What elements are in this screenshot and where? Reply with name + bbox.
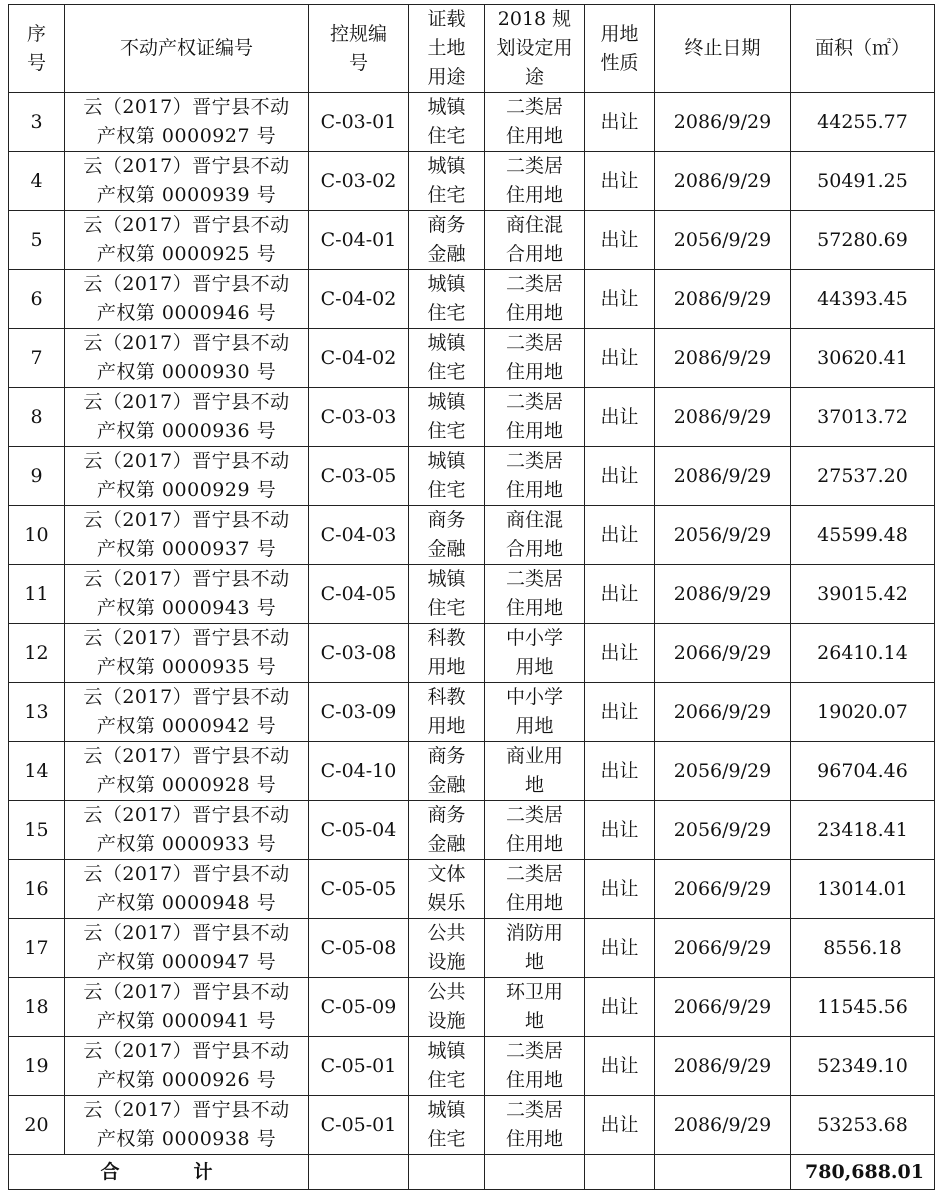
cert-use-line-1: 科教: [427, 627, 466, 649]
row-cert-use: [409, 624, 485, 683]
row-area: 30620.41: [791, 329, 935, 388]
plan-use-line-2: 住用地: [505, 302, 563, 324]
table-row: [9, 860, 935, 919]
row-cert-use: [409, 801, 485, 860]
cert-line-1: 云（2017）晋宁县不动: [83, 627, 290, 649]
row-plan-code: C-05-01: [309, 1037, 409, 1096]
row-end-date: 2066/9/29: [655, 919, 791, 978]
cert-use-line-2: 住宅: [427, 184, 466, 206]
row-cert-use: [409, 565, 485, 624]
row-plan-use: [485, 388, 585, 447]
row-plan-use: [485, 1037, 585, 1096]
header-plan: 控规编号: [309, 5, 409, 93]
row-cert-number: [65, 801, 309, 860]
cert-use-line-1: 城镇: [427, 155, 466, 177]
row-plan-code: C-03-02: [309, 152, 409, 211]
cert-use-line-1: 城镇: [427, 332, 466, 354]
row-plan-use: [485, 1096, 585, 1155]
row-end-date: 2056/9/29: [655, 801, 791, 860]
row-end-date: 2086/9/29: [655, 270, 791, 329]
header-nature: 用地性质: [585, 5, 655, 93]
header-end-date: 终止日期: [655, 5, 791, 93]
cert-line-1: 云（2017）晋宁县不动: [83, 155, 290, 177]
total-row: [9, 1155, 935, 1190]
header-no: 序号: [9, 5, 65, 93]
row-cert-number: [65, 860, 309, 919]
cert-line-2: 产权第 0000947 号: [96, 951, 277, 973]
table-row: [9, 506, 935, 565]
row-end-date: 2066/9/29: [655, 683, 791, 742]
land-parcel-table: [8, 4, 935, 1190]
row-plan-use: [485, 93, 585, 152]
plan-use-line-2: 用地: [515, 715, 554, 737]
row-area: 50491.25: [791, 152, 935, 211]
row-cert-use: [409, 1096, 485, 1155]
row-no: 11: [9, 565, 65, 624]
cert-use-line-1: 商务: [427, 745, 466, 767]
row-cert-use: [409, 211, 485, 270]
plan-use-line-2: 合用地: [505, 243, 563, 265]
cert-use-line-2: 设施: [427, 1010, 466, 1032]
row-cert-number: [65, 270, 309, 329]
row-area: 53253.68: [791, 1096, 935, 1155]
plan-use-line-2: 住用地: [505, 420, 563, 442]
row-no: 7: [9, 329, 65, 388]
row-end-date: 2066/9/29: [655, 624, 791, 683]
cert-use-line-2: 金融: [427, 538, 466, 560]
plan-use-line-1: 商业用: [505, 745, 563, 767]
cert-use-line-1: 公共: [427, 981, 466, 1003]
cert-use-line-2: 金融: [427, 774, 466, 796]
row-no: 6: [9, 270, 65, 329]
row-end-date: 2086/9/29: [655, 1096, 791, 1155]
plan-use-line-1: 二类居: [505, 391, 563, 413]
row-no: 10: [9, 506, 65, 565]
row-cert-use: [409, 447, 485, 506]
cert-line-2: 产权第 0000928 号: [96, 774, 277, 796]
plan-use-line-1: 二类居: [505, 863, 563, 885]
plan-use-line-1: 中小学: [505, 627, 563, 649]
plan-use-line-2: 住用地: [505, 597, 563, 619]
table-row: [9, 1096, 935, 1155]
row-plan-code: C-03-09: [309, 683, 409, 742]
row-no: 18: [9, 978, 65, 1037]
cert-line-2: 产权第 0000925 号: [96, 243, 277, 265]
cert-line-1: 云（2017）晋宁县不动: [83, 804, 290, 826]
row-plan-use: [485, 211, 585, 270]
cert-line-2: 产权第 0000933 号: [96, 833, 277, 855]
row-cert-number: [65, 447, 309, 506]
row-plan-code: C-04-02: [309, 270, 409, 329]
cert-use-line-2: 金融: [427, 833, 466, 855]
cert-line-1: 云（2017）晋宁县不动: [83, 863, 290, 885]
row-cert-number: [65, 93, 309, 152]
plan-use-line-1: 商住混: [505, 509, 563, 531]
cert-line-1: 云（2017）晋宁县不动: [83, 1040, 290, 1062]
total-empty-cell: [585, 1155, 655, 1190]
cert-use-line-2: 住宅: [427, 361, 466, 383]
table-row: [9, 329, 935, 388]
row-area: 44255.77: [791, 93, 935, 152]
row-cert-number: [65, 152, 309, 211]
row-end-date: 2056/9/29: [655, 211, 791, 270]
cert-line-2: 产权第 0000948 号: [96, 892, 277, 914]
row-plan-use: [485, 447, 585, 506]
row-area: 13014.01: [791, 860, 935, 919]
cert-line-1: 云（2017）晋宁县不动: [83, 686, 290, 708]
row-land-nature: 出让: [585, 1037, 655, 1096]
row-cert-number: [65, 211, 309, 270]
cert-use-line-1: 商务: [427, 804, 466, 826]
plan-use-line-1: 商住混: [505, 214, 563, 236]
plan-use-line-2: 住用地: [505, 833, 563, 855]
plan-use-line-2: 住用地: [505, 1069, 563, 1091]
cert-use-line-1: 商务: [427, 214, 466, 236]
cert-use-line-1: 文体: [427, 863, 466, 885]
plan-use-line-2: 合用地: [505, 538, 563, 560]
cert-line-2: 产权第 0000926 号: [96, 1069, 277, 1091]
cert-line-2: 产权第 0000929 号: [96, 479, 277, 501]
cert-use-line-2: 住宅: [427, 597, 466, 619]
row-plan-code: C-05-08: [309, 919, 409, 978]
row-plan-use: [485, 860, 585, 919]
row-plan-code: C-03-05: [309, 447, 409, 506]
row-plan-code: C-03-03: [309, 388, 409, 447]
row-end-date: 2066/9/29: [655, 860, 791, 919]
cert-use-line-2: 用地: [427, 656, 466, 678]
plan-use-line-1: 二类居: [505, 1040, 563, 1062]
row-area: 26410.14: [791, 624, 935, 683]
cert-use-line-1: 城镇: [427, 450, 466, 472]
total-empty-cell: [309, 1155, 409, 1190]
total-empty-cell: [409, 1155, 485, 1190]
total-empty-cell: [655, 1155, 791, 1190]
plan-use-line-1: 二类居: [505, 804, 563, 826]
table-row: [9, 447, 935, 506]
table-row: [9, 683, 935, 742]
row-plan-code: C-03-01: [309, 93, 409, 152]
row-no: 19: [9, 1037, 65, 1096]
cert-use-line-2: 娱乐: [427, 892, 466, 914]
row-end-date: 2066/9/29: [655, 978, 791, 1037]
row-cert-number: [65, 1037, 309, 1096]
table-row: [9, 919, 935, 978]
plan-use-line-2: 地: [524, 951, 544, 973]
row-plan-use: [485, 270, 585, 329]
row-end-date: 2056/9/29: [655, 506, 791, 565]
row-cert-use: [409, 919, 485, 978]
plan-use-line-1: 二类居: [505, 568, 563, 590]
total-empty-cell: [485, 1155, 585, 1190]
row-land-nature: 出让: [585, 978, 655, 1037]
plan-use-line-2: 住用地: [505, 184, 563, 206]
table-row: [9, 270, 935, 329]
row-plan-code: C-04-05: [309, 565, 409, 624]
cert-line-2: 产权第 0000930 号: [96, 361, 277, 383]
cert-use-line-1: 科教: [427, 686, 466, 708]
cert-line-1: 云（2017）晋宁县不动: [83, 450, 290, 472]
row-cert-use: [409, 388, 485, 447]
table-row: [9, 388, 935, 447]
cert-line-1: 云（2017）晋宁县不动: [83, 922, 290, 944]
row-no: 8: [9, 388, 65, 447]
row-land-nature: 出让: [585, 1096, 655, 1155]
plan-use-line-2: 住用地: [505, 361, 563, 383]
row-land-nature: 出让: [585, 683, 655, 742]
header-area: 面积（㎡）: [791, 5, 935, 93]
header-plan-use: 2018 规划设定用途: [485, 5, 585, 93]
cert-line-1: 云（2017）晋宁县不动: [83, 391, 290, 413]
cert-line-1: 云（2017）晋宁县不动: [83, 332, 290, 354]
row-area: 27537.20: [791, 447, 935, 506]
cert-line-1: 云（2017）晋宁县不动: [83, 214, 290, 236]
plan-use-line-1: 二类居: [505, 450, 563, 472]
row-plan-code: C-05-05: [309, 860, 409, 919]
row-end-date: 2086/9/29: [655, 329, 791, 388]
row-no: 17: [9, 919, 65, 978]
row-plan-use: [485, 624, 585, 683]
row-plan-use: [485, 506, 585, 565]
cert-line-2: 产权第 0000938 号: [96, 1128, 277, 1150]
cert-line-1: 云（2017）晋宁县不动: [83, 509, 290, 531]
row-cert-use: [409, 860, 485, 919]
total-area-value: 780,688.01: [791, 1155, 935, 1190]
row-land-nature: 出让: [585, 565, 655, 624]
row-plan-code: C-04-02: [309, 329, 409, 388]
cert-line-2: 产权第 0000946 号: [96, 302, 277, 324]
cert-use-line-1: 城镇: [427, 1040, 466, 1062]
row-area: 19020.07: [791, 683, 935, 742]
row-cert-number: [65, 565, 309, 624]
cert-line-1: 云（2017）晋宁县不动: [83, 1099, 290, 1121]
cert-use-line-1: 公共: [427, 922, 466, 944]
row-cert-use: [409, 93, 485, 152]
plan-use-line-1: 二类居: [505, 155, 563, 177]
row-no: 4: [9, 152, 65, 211]
cert-use-line-1: 城镇: [427, 391, 466, 413]
row-cert-use: [409, 270, 485, 329]
row-cert-number: [65, 506, 309, 565]
table-row: [9, 93, 935, 152]
cert-line-2: 产权第 0000941 号: [96, 1010, 277, 1032]
cert-line-2: 产权第 0000935 号: [96, 656, 277, 678]
plan-use-line-2: 住用地: [505, 479, 563, 501]
table-row: [9, 624, 935, 683]
plan-use-line-2: 用地: [515, 656, 554, 678]
cert-use-line-2: 住宅: [427, 302, 466, 324]
row-no: 15: [9, 801, 65, 860]
row-land-nature: 出让: [585, 919, 655, 978]
row-cert-number: [65, 624, 309, 683]
cert-line-2: 产权第 0000939 号: [96, 184, 277, 206]
row-land-nature: 出让: [585, 801, 655, 860]
cert-line-2: 产权第 0000942 号: [96, 715, 277, 737]
plan-use-line-1: 二类居: [505, 332, 563, 354]
row-plan-code: C-05-01: [309, 1096, 409, 1155]
table-row: [9, 801, 935, 860]
row-land-nature: 出让: [585, 742, 655, 801]
row-end-date: 2086/9/29: [655, 388, 791, 447]
row-plan-use: [485, 978, 585, 1037]
table-header-row: [9, 5, 935, 93]
cert-use-line-1: 城镇: [427, 273, 466, 295]
table-row: [9, 978, 935, 1037]
row-area: 39015.42: [791, 565, 935, 624]
row-cert-use: [409, 742, 485, 801]
row-plan-use: [485, 683, 585, 742]
cert-use-line-2: 住宅: [427, 420, 466, 442]
row-cert-use: [409, 329, 485, 388]
plan-use-line-1: 二类居: [505, 96, 563, 118]
plan-use-line-1: 消防用: [505, 922, 563, 944]
row-cert-number: [65, 742, 309, 801]
row-end-date: 2086/9/29: [655, 565, 791, 624]
row-cert-use: [409, 683, 485, 742]
plan-use-line-1: 中小学: [505, 686, 563, 708]
row-no: 12: [9, 624, 65, 683]
cert-use-line-2: 用地: [427, 715, 466, 737]
row-cert-use: [409, 152, 485, 211]
cert-line-1: 云（2017）晋宁县不动: [83, 96, 290, 118]
row-plan-code: C-05-04: [309, 801, 409, 860]
cert-line-2: 产权第 0000937 号: [96, 538, 277, 560]
row-area: 44393.45: [791, 270, 935, 329]
plan-use-line-1: 二类居: [505, 273, 563, 295]
row-cert-number: [65, 978, 309, 1037]
row-cert-number: [65, 919, 309, 978]
table-row: [9, 152, 935, 211]
row-cert-number: [65, 683, 309, 742]
plan-use-line-1: 环卫用: [505, 981, 563, 1003]
cert-line-1: 云（2017）晋宁县不动: [83, 273, 290, 295]
cert-use-line-1: 城镇: [427, 568, 466, 590]
cert-line-1: 云（2017）晋宁县不动: [83, 568, 290, 590]
row-plan-use: [485, 565, 585, 624]
plan-use-line-2: 住用地: [505, 125, 563, 147]
row-plan-code: C-04-10: [309, 742, 409, 801]
cert-use-line-1: 城镇: [427, 96, 466, 118]
row-land-nature: 出让: [585, 270, 655, 329]
row-no: 3: [9, 93, 65, 152]
row-land-nature: 出让: [585, 93, 655, 152]
row-no: 9: [9, 447, 65, 506]
row-plan-use: [485, 742, 585, 801]
row-plan-use: [485, 919, 585, 978]
row-plan-use: [485, 329, 585, 388]
cert-line-2: 产权第 0000943 号: [96, 597, 277, 619]
total-label: 合 计: [9, 1155, 309, 1190]
row-cert-number: [65, 329, 309, 388]
cert-line-1: 云（2017）晋宁县不动: [83, 981, 290, 1003]
cert-use-line-2: 金融: [427, 243, 466, 265]
cert-use-line-2: 住宅: [427, 1069, 466, 1091]
plan-use-line-2: 住用地: [505, 892, 563, 914]
row-area: 23418.41: [791, 801, 935, 860]
cert-use-line-1: 城镇: [427, 1099, 466, 1121]
row-area: 57280.69: [791, 211, 935, 270]
row-land-nature: 出让: [585, 329, 655, 388]
row-land-nature: 出让: [585, 388, 655, 447]
plan-use-line-2: 地: [524, 1010, 544, 1032]
row-plan-code: C-05-09: [309, 978, 409, 1037]
row-land-nature: 出让: [585, 860, 655, 919]
header-cert-use: 证载土地用途: [409, 5, 485, 93]
row-cert-use: [409, 1037, 485, 1096]
row-end-date: 2056/9/29: [655, 742, 791, 801]
cert-use-line-2: 设施: [427, 951, 466, 973]
row-land-nature: 出让: [585, 506, 655, 565]
row-area: 45599.48: [791, 506, 935, 565]
cert-line-1: 云（2017）晋宁县不动: [83, 745, 290, 767]
row-cert-use: [409, 978, 485, 1037]
table-row: [9, 742, 935, 801]
cert-use-line-2: 住宅: [427, 1128, 466, 1150]
row-area: 8556.18: [791, 919, 935, 978]
row-land-nature: 出让: [585, 447, 655, 506]
row-end-date: 2086/9/29: [655, 1037, 791, 1096]
cert-line-2: 产权第 0000927 号: [96, 125, 277, 147]
cert-line-2: 产权第 0000936 号: [96, 420, 277, 442]
header-cert: 不动产权证编号: [65, 5, 309, 93]
row-land-nature: 出让: [585, 152, 655, 211]
row-land-nature: 出让: [585, 624, 655, 683]
row-cert-number: [65, 388, 309, 447]
row-plan-code: C-04-01: [309, 211, 409, 270]
plan-use-line-2: 地: [524, 774, 544, 796]
table-row: [9, 565, 935, 624]
row-end-date: 2086/9/29: [655, 447, 791, 506]
table-row: [9, 211, 935, 270]
row-no: 13: [9, 683, 65, 742]
row-cert-number: [65, 1096, 309, 1155]
row-area: 11545.56: [791, 978, 935, 1037]
plan-use-line-1: 二类居: [505, 1099, 563, 1121]
row-end-date: 2086/9/29: [655, 152, 791, 211]
row-area: 96704.46: [791, 742, 935, 801]
row-area: 37013.72: [791, 388, 935, 447]
row-plan-use: [485, 801, 585, 860]
row-no: 20: [9, 1096, 65, 1155]
row-end-date: 2086/9/29: [655, 93, 791, 152]
row-no: 14: [9, 742, 65, 801]
row-land-nature: 出让: [585, 211, 655, 270]
land-table-wrapper: [8, 4, 935, 1190]
cert-use-line-2: 住宅: [427, 125, 466, 147]
row-cert-use: [409, 506, 485, 565]
cert-use-line-1: 商务: [427, 509, 466, 531]
cert-use-line-2: 住宅: [427, 479, 466, 501]
row-no: 5: [9, 211, 65, 270]
row-plan-use: [485, 152, 585, 211]
plan-use-line-2: 住用地: [505, 1128, 563, 1150]
row-plan-code: C-04-03: [309, 506, 409, 565]
table-row: [9, 1037, 935, 1096]
row-area: 52349.10: [791, 1037, 935, 1096]
row-no: 16: [9, 860, 65, 919]
row-plan-code: C-03-08: [309, 624, 409, 683]
